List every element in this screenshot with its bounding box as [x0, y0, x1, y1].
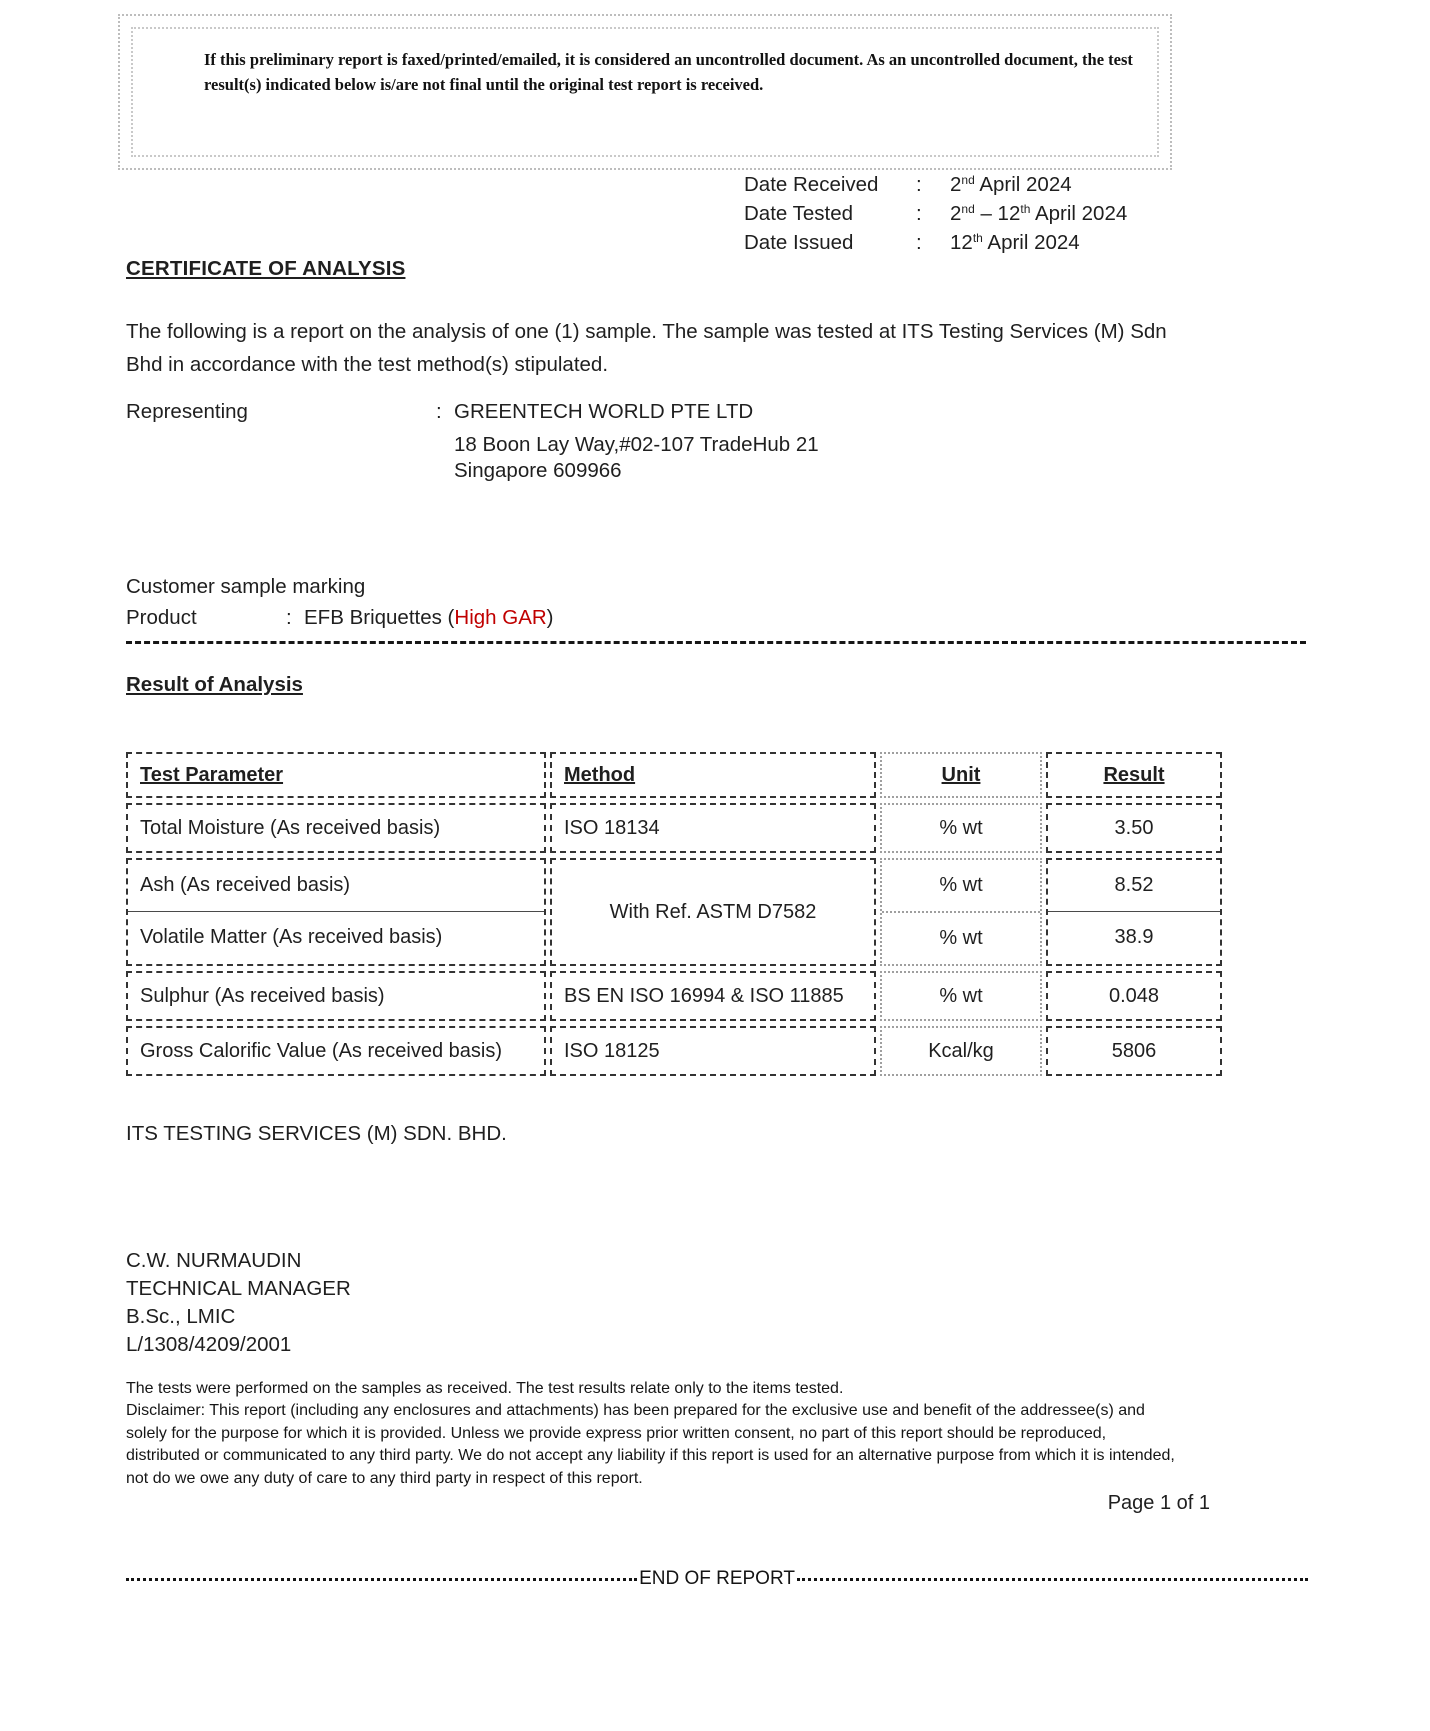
end-rule-right — [797, 1578, 1308, 1581]
signatory-title: TECHNICAL MANAGER — [126, 1277, 351, 1300]
date-tested-row — [744, 199, 1127, 228]
representing-block — [126, 400, 819, 483]
date-received-label: Date Received — [744, 172, 879, 196]
date-issued-label: Date Issued — [744, 230, 854, 254]
cell-method: BS EN ISO 16994 & ISO 11885 — [550, 971, 876, 1021]
tests-performed-note: The tests were performed on the samples as received. The test results relate only to the items tested. — [126, 1380, 844, 1397]
ordinal-suffix: th — [972, 230, 983, 245]
cell-test-parameter: Ash (As received basis) — [140, 874, 351, 896]
cell-result: 5806 — [1046, 1026, 1222, 1076]
cell-result: 3.50 — [1046, 803, 1222, 853]
header-label: Result — [1103, 763, 1165, 786]
date-tested-label: Date Tested — [744, 201, 854, 225]
header-method — [550, 752, 876, 798]
cell-test-parameter: Sulphur (As received basis) — [126, 971, 546, 1021]
product-name: EFB Briquettes ( — [304, 606, 455, 629]
document-title: CERTIFICATE OF ANALYSIS — [126, 257, 406, 280]
result-of-analysis-title: Result of Analysis — [126, 673, 303, 696]
cell-result: 8.52 — [1114, 874, 1154, 896]
end-of-report-line — [126, 1568, 1308, 1590]
uncontrolled-document-notice: If this preliminary report is faxed/printed/emailed, it is considered an uncontrolled document. As an uncontrolled document, the test result(s) indicated below is/are not final until the original test report is received. — [204, 50, 1133, 94]
table-row — [126, 1026, 1222, 1076]
cell-unit: % wt — [880, 971, 1042, 1021]
table-header-row — [126, 752, 1222, 798]
merged-param-column — [126, 858, 546, 966]
end-of-report-label: END OF REPORT — [639, 1568, 795, 1589]
product-value — [304, 606, 554, 630]
cell-unit: % wt — [882, 911, 1040, 964]
signatory-license: L/1308/4209/2001 — [126, 1333, 292, 1356]
cell-unit: % wt — [880, 803, 1042, 853]
representing-value — [436, 400, 819, 483]
cell-method: ISO 18125 — [550, 1026, 876, 1076]
representing-label: Representing — [126, 400, 248, 423]
date-part: 12 — [950, 230, 973, 254]
analysis-table — [126, 752, 1222, 1076]
address-line-1: 18 Boon Lay Way,#02-107 TradeHub 21 — [454, 433, 819, 456]
notice-box — [118, 14, 1172, 170]
ordinal-suffix: th — [1020, 201, 1031, 216]
header-label: Test Parameter — [140, 763, 284, 786]
company-line — [436, 400, 819, 424]
merged-unit-column — [880, 858, 1042, 966]
cell-test-parameter: Volatile Matter (As received basis) — [128, 911, 544, 963]
colon: : — [916, 230, 922, 254]
dates-block — [744, 170, 1127, 257]
disclaimer-text: Disclaimer: This report (including any enclosures and attachments) has been prepared for the exclusive use and benefit of the addressee(s) and solely for the purpose for which it is provided. Unless we provide express prior written consent, no part of this report should be reproduced, distributed or communicated to any third party. We do not accept any liability if this report is used for an alternative purpose from which it is intended, not do we owe any duty of care to any third party in respect of this report. — [126, 1402, 1175, 1487]
date-tested-value — [950, 202, 1127, 226]
intro-paragraph: The following is a report on the analysis of one (1) sample. The sample was tested at ITS Testing Services (M) Sdn Bhd in accordance with the test method(s) stipulated. — [126, 320, 1167, 376]
header-label: Method — [564, 763, 636, 786]
header-label: Unit — [941, 763, 981, 786]
signatory-block — [126, 1247, 351, 1359]
date-part: April 2024 — [974, 172, 1072, 196]
date-part: April 2024 — [1030, 201, 1128, 225]
signatory-name: C.W. NURMAUDIN — [126, 1249, 302, 1272]
merged-result-column — [1046, 858, 1222, 966]
company-address — [454, 432, 819, 483]
cell-result: 0.048 — [1046, 971, 1222, 1021]
colon: : — [916, 172, 922, 196]
colon: : — [916, 201, 922, 225]
date-part: 2 — [950, 172, 962, 196]
signatory-qualification: B.Sc., LMIC — [126, 1305, 236, 1328]
product-label: Product — [126, 606, 197, 629]
cell-unit: Kcal/kg — [880, 1026, 1042, 1076]
colon: : — [286, 606, 292, 629]
address-line-2: Singapore 609966 — [454, 458, 622, 482]
table-row — [126, 803, 1222, 853]
date-part: April 2024 — [982, 230, 1080, 254]
cell-result: 38.9 — [1048, 911, 1220, 963]
cell-test-parameter: Total Moisture (As received basis) — [126, 803, 546, 853]
cell-unit: % wt — [939, 874, 983, 896]
colon: : — [436, 400, 442, 423]
fine-print-block — [126, 1378, 1182, 1490]
product-highlight: High GAR — [454, 606, 547, 629]
table-row — [126, 971, 1222, 1021]
ordinal-suffix: nd — [961, 172, 975, 187]
product-row — [126, 606, 554, 630]
company-name: GREENTECH WORLD PTE LTD — [454, 400, 754, 423]
date-part: – 12 — [974, 201, 1021, 225]
lab-name: ITS TESTING SERVICES (M) SDN. BHD. — [126, 1122, 507, 1145]
page-number: Page 1 of 1 — [1107, 1492, 1210, 1514]
customer-sample-marking-label: Customer sample marking — [126, 575, 366, 598]
header-result — [1046, 752, 1222, 798]
product-suffix: ) — [546, 606, 554, 629]
ordinal-suffix: nd — [961, 201, 975, 216]
header-unit — [880, 752, 1042, 798]
table-row-merged-pair — [126, 858, 1222, 966]
cell-method-merged: With Ref. ASTM D7582 — [550, 858, 876, 966]
date-received-row — [744, 170, 1127, 199]
date-received-value — [950, 173, 1072, 197]
cell-test-parameter: Gross Calorific Value (As received basis) — [126, 1026, 546, 1076]
date-issued-value — [950, 231, 1080, 255]
date-issued-row — [744, 228, 1127, 257]
dashed-separator — [126, 641, 1306, 644]
end-rule-left — [126, 1578, 637, 1581]
date-part: 2 — [950, 201, 962, 225]
cell-method: ISO 18134 — [550, 803, 876, 853]
header-test-parameter — [126, 752, 546, 798]
